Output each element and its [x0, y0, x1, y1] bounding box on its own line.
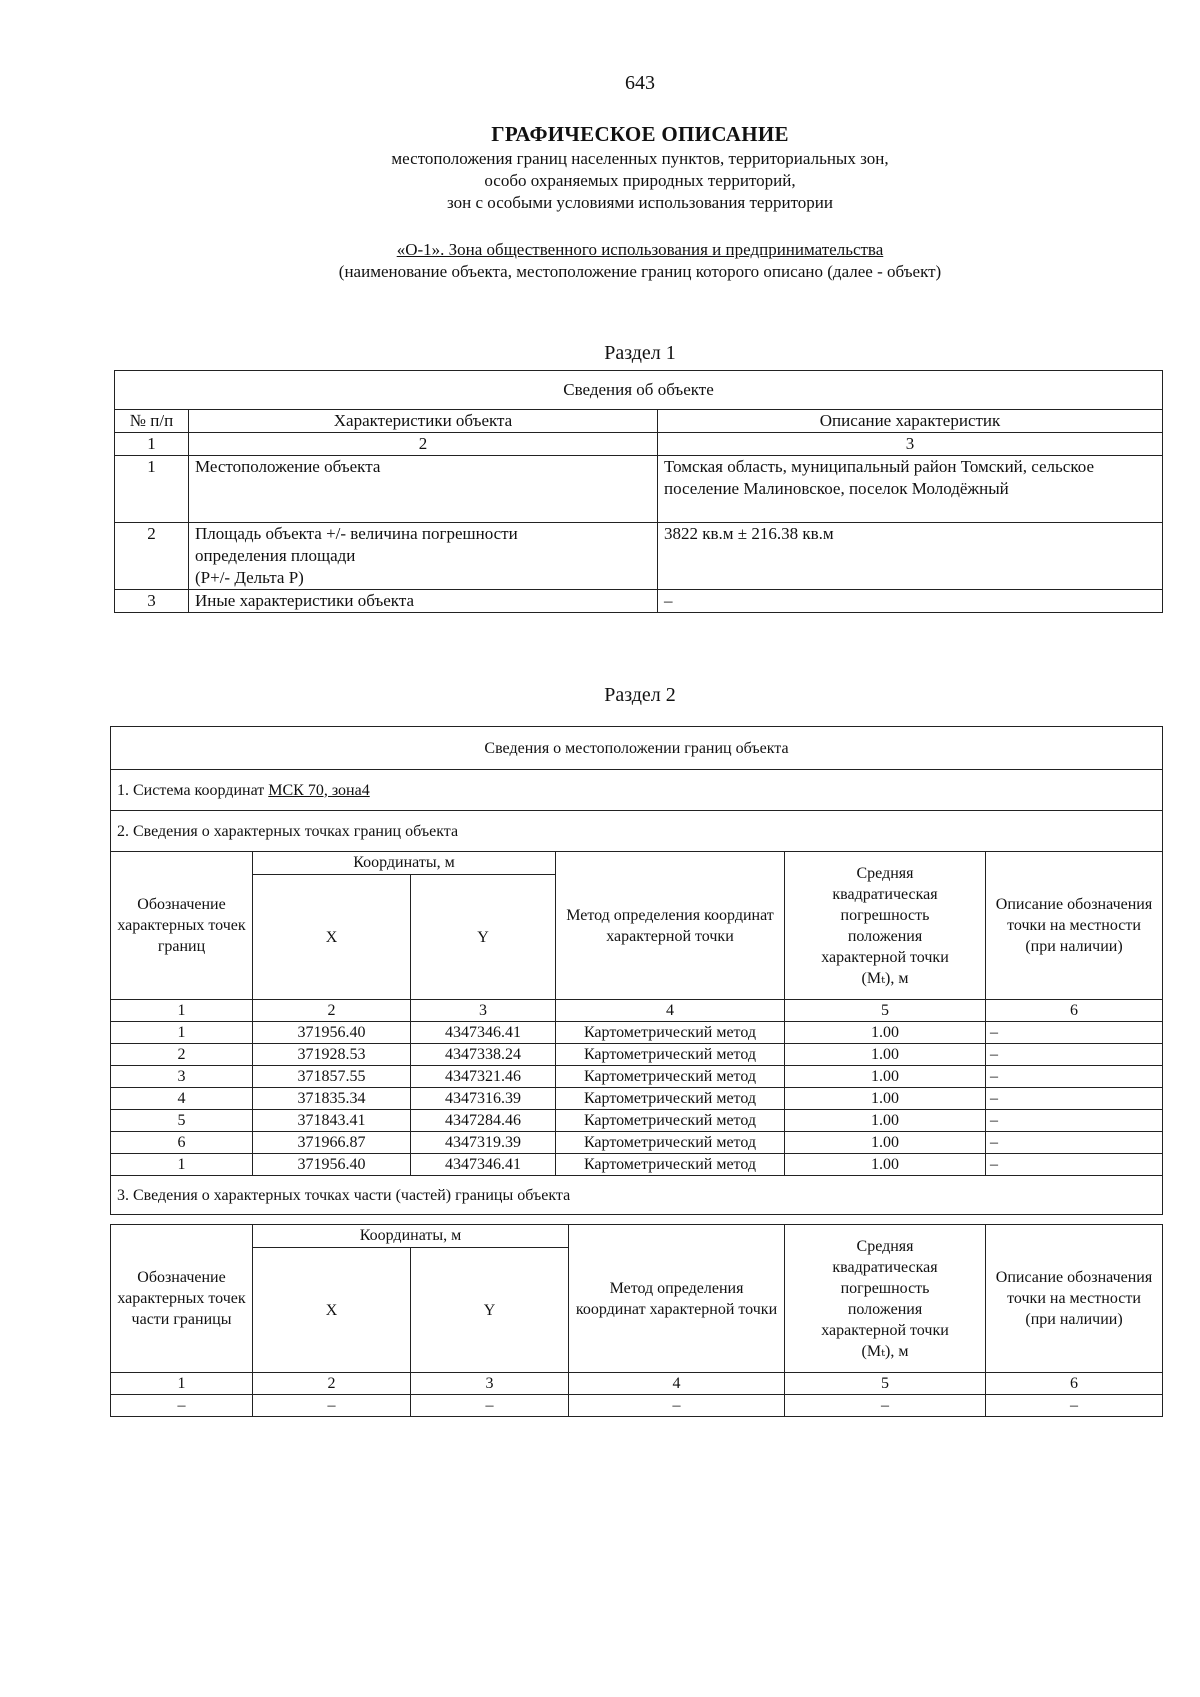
table-row: [111, 1110, 1163, 1132]
header-error-line: квадратическая: [832, 885, 938, 903]
object-name: «О-1». Зона общественного использования и предпринимательства: [396, 240, 884, 259]
point-y: 4347319.39: [411, 1132, 556, 1154]
characteristic: Местоположение объекта: [189, 456, 658, 523]
part-cell: –: [411, 1395, 569, 1417]
point-method: Картометрический метод: [556, 1066, 785, 1088]
characteristic-line: (P+/- Дельта P): [195, 568, 304, 587]
point-error: 1.00: [785, 1066, 986, 1088]
point-x: 371835.34: [253, 1088, 411, 1110]
point-description: –: [986, 1132, 1163, 1154]
header-error-line: характерной точки: [821, 948, 949, 966]
column-number: 6: [986, 1000, 1163, 1022]
table-row: [115, 523, 1163, 590]
header-cell: Характеристики объекта: [189, 410, 658, 433]
header-error-line: погрешность: [840, 906, 930, 924]
point-error: 1.00: [785, 1154, 986, 1176]
point-id: 4: [111, 1088, 253, 1110]
row-number: 1: [115, 456, 189, 523]
table-row: [111, 1132, 1163, 1154]
header-designation: Обозначение характерных точек границ: [111, 852, 253, 1000]
point-description: –: [986, 1088, 1163, 1110]
header-coordinates: Координаты, м: [253, 1225, 569, 1248]
coordinate-system: [111, 770, 1163, 811]
table-row: [111, 1395, 1163, 1417]
header-error-line: квадратическая: [832, 1258, 938, 1276]
point-method: Картометрический метод: [556, 1110, 785, 1132]
coordinate-system-value: МСК 70, зона4: [268, 781, 370, 799]
point-description: –: [986, 1154, 1163, 1176]
column-number: 4: [569, 1373, 785, 1395]
column-number: 2: [253, 1000, 411, 1022]
point-description: –: [986, 1044, 1163, 1066]
point-y: 4347346.41: [411, 1154, 556, 1176]
column-number: 3: [411, 1000, 556, 1022]
boundary-points-table: [110, 726, 1163, 1215]
point-id: 6: [111, 1132, 253, 1154]
header-cell: Описание характеристик: [658, 410, 1163, 433]
point-y: 4347284.46: [411, 1110, 556, 1132]
row-number: 3: [115, 590, 189, 613]
coordinate-system-label: 1. Система координат: [117, 781, 269, 799]
point-error: 1.00: [785, 1110, 986, 1132]
header-error-line: погрешность: [840, 1279, 930, 1297]
point-y: 4347346.41: [411, 1022, 556, 1044]
point-id: 2: [111, 1044, 253, 1066]
characteristic-description: 3822 кв.м ± 216.38 кв.м: [658, 523, 1163, 590]
column-number: 2: [253, 1373, 411, 1395]
header-error: [785, 852, 986, 1000]
section-1-title: Раздел 1: [604, 342, 676, 364]
table-row: [111, 1154, 1163, 1176]
point-id: 1: [111, 1022, 253, 1044]
column-number: 4: [556, 1000, 785, 1022]
point-x: 371956.40: [253, 1022, 411, 1044]
point-x: 371956.40: [253, 1154, 411, 1176]
header-error-line: характерной точки: [821, 1321, 949, 1339]
table-row: [115, 590, 1163, 613]
column-number: 1: [111, 1000, 253, 1022]
point-error: 1.00: [785, 1044, 986, 1066]
point-error: 1.00: [785, 1132, 986, 1154]
subtitle-line-3: зон с особыми условиями использования территории: [447, 193, 833, 212]
characteristic-description: –: [658, 590, 1163, 613]
column-number: 5: [785, 1373, 986, 1395]
section-2-title: Раздел 2: [604, 684, 676, 706]
object-caption: (наименование объекта, местоположение границ которого описано (далее - объект): [338, 262, 942, 281]
header-error-line: положения: [847, 927, 923, 945]
header-error-line: Средняя: [856, 1237, 914, 1255]
part-cell: –: [986, 1395, 1163, 1417]
point-method: Картометрический метод: [556, 1088, 785, 1110]
characteristic: Иные характеристики объекта: [189, 590, 658, 613]
header-coordinates: Координаты, м: [253, 852, 556, 875]
document-title: ГРАФИЧЕСКОЕ ОПИСАНИЕ: [491, 122, 789, 146]
page-number: 643: [625, 72, 655, 94]
point-description: –: [986, 1022, 1163, 1044]
parts-heading: 3. Сведения о характерных точках части (частей) границы объекта: [111, 1176, 1163, 1215]
points-heading: 2. Сведения о характерных точках границ объекта: [111, 811, 1163, 852]
part-cell: –: [253, 1395, 411, 1417]
header-cell: № п/п: [115, 410, 189, 433]
part-cell: –: [785, 1395, 986, 1417]
point-error: 1.00: [785, 1022, 986, 1044]
header-description: Описание обозначения точки на местности (при наличии): [986, 852, 1163, 1000]
part-boundary-points-table: [110, 1224, 1163, 1417]
characteristic-line: определения площади: [195, 546, 356, 565]
subtitle-line-1: местоположения границ населенных пунктов, территориальных зон,: [391, 149, 889, 168]
column-number: 6: [986, 1373, 1163, 1395]
object-info-table: [114, 370, 1163, 613]
point-y: 4347316.39: [411, 1088, 556, 1110]
header-y: Y: [411, 875, 556, 1000]
header-method: Метод определения координат характерной точки: [569, 1225, 785, 1373]
table-title: Сведения об объекте: [115, 371, 1163, 410]
point-y: 4347338.24: [411, 1044, 556, 1066]
header-x: X: [253, 1248, 411, 1373]
point-method: Картометрический метод: [556, 1044, 785, 1066]
point-description: –: [986, 1110, 1163, 1132]
header-error-line: Средняя: [856, 864, 914, 882]
table-row: [111, 1066, 1163, 1088]
point-x: 371966.87: [253, 1132, 411, 1154]
header-y: Y: [411, 1248, 569, 1373]
column-number: 3: [411, 1373, 569, 1395]
header-x: X: [253, 875, 411, 1000]
column-number: 1: [111, 1373, 253, 1395]
header-method: Метод определения координат характерной точки: [556, 852, 785, 1000]
subtitle-line-2: особо охраняемых природных территорий,: [484, 171, 796, 190]
header-error-line: (Mₜ), м: [861, 969, 909, 987]
column-number: 5: [785, 1000, 986, 1022]
part-cell: –: [569, 1395, 785, 1417]
header-error-line: (Mₜ), м: [861, 1342, 909, 1360]
table-title: Сведения о местоположении границ объекта: [111, 727, 1163, 770]
point-x: 371843.41: [253, 1110, 411, 1132]
column-number: 3: [658, 433, 1163, 456]
table-row: [115, 456, 1163, 523]
characteristic-description: Томская область, муниципальный район Томский, сельское поселение Малиновское, поселок Молодёжный: [658, 456, 1163, 523]
header-description: Описание обозначения точки на местности (при наличии): [986, 1225, 1163, 1373]
point-description: –: [986, 1066, 1163, 1088]
header-error: [785, 1225, 986, 1373]
point-id: 3: [111, 1066, 253, 1088]
part-cell: –: [111, 1395, 253, 1417]
point-method: Картометрический метод: [556, 1022, 785, 1044]
table-row: [111, 1022, 1163, 1044]
table-row: [111, 1088, 1163, 1110]
characteristic: [189, 523, 658, 590]
characteristic-line: Площадь объекта +/- величина погрешности: [195, 524, 518, 543]
point-id: 5: [111, 1110, 253, 1132]
header-error-line: положения: [847, 1300, 923, 1318]
point-error: 1.00: [785, 1088, 986, 1110]
point-x: 371928.53: [253, 1044, 411, 1066]
point-id: 1: [111, 1154, 253, 1176]
column-number: 1: [115, 433, 189, 456]
point-x: 371857.55: [253, 1066, 411, 1088]
point-method: Картометрический метод: [556, 1154, 785, 1176]
point-y: 4347321.46: [411, 1066, 556, 1088]
point-method: Картометрический метод: [556, 1132, 785, 1154]
table-row: [111, 1044, 1163, 1066]
header-designation: Обозначение характерных точек части границы: [111, 1225, 253, 1373]
row-number: 2: [115, 523, 189, 590]
column-number: 2: [189, 433, 658, 456]
